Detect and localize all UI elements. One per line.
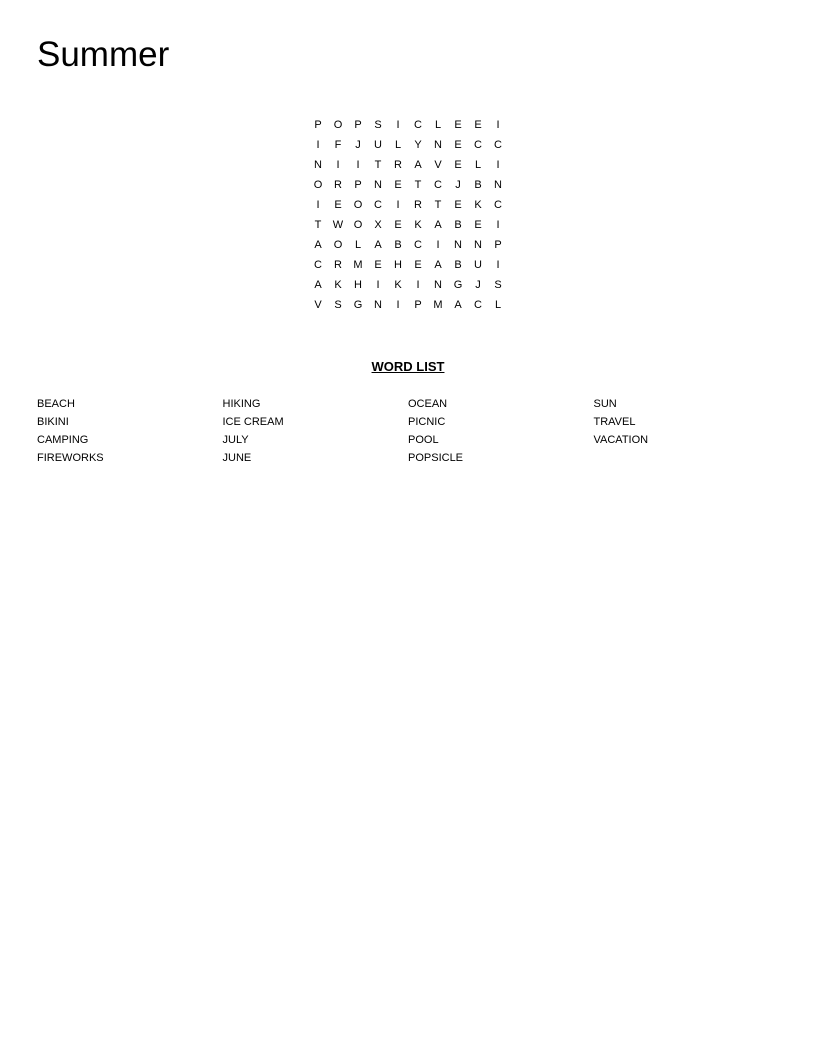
grid-cell: F xyxy=(334,139,342,151)
grid-cell: S xyxy=(334,299,342,311)
grid-cell: I xyxy=(496,259,500,271)
word-list-item: VACATION xyxy=(593,434,649,446)
word-list-item: CAMPING xyxy=(37,434,89,446)
grid-cell: E xyxy=(394,219,402,231)
grid-cell: I xyxy=(416,279,420,291)
grid-cell: Y xyxy=(414,139,422,151)
grid-cell: I xyxy=(356,159,360,171)
word-list-column xyxy=(594,395,780,467)
grid-cell: L xyxy=(394,139,402,151)
word-list-item: BEACH xyxy=(37,398,75,410)
word-list-item: TRAVEL xyxy=(593,416,636,428)
grid-cell: N xyxy=(374,179,382,191)
grid-cell: S xyxy=(374,119,382,131)
word-list xyxy=(37,395,779,467)
word-list-item: BIKINI xyxy=(37,416,69,428)
grid-cell: L xyxy=(434,119,442,131)
grid-cell: I xyxy=(436,239,440,251)
grid-cell: R xyxy=(334,259,342,271)
grid-cell: E xyxy=(334,199,342,211)
grid-cell: E xyxy=(454,119,462,131)
grid-cell: G xyxy=(453,279,463,291)
grid-cell: R xyxy=(414,199,422,211)
grid-cell: H xyxy=(354,279,362,291)
grid-cell: E xyxy=(374,259,382,271)
grid-cell: E xyxy=(414,259,422,271)
grid-cell: J xyxy=(475,279,481,291)
grid-cell: W xyxy=(332,219,344,231)
grid-cell: B xyxy=(454,219,462,231)
grid-cell: B xyxy=(454,259,462,271)
word-list-item: ICE CREAM xyxy=(222,416,284,428)
word-list-item: POPSICLE xyxy=(408,452,464,464)
grid-cell: M xyxy=(433,299,443,311)
grid-cell: A xyxy=(414,159,422,171)
grid-cell: U xyxy=(374,139,382,151)
grid-cell: M xyxy=(353,259,363,271)
grid-cell: I xyxy=(316,139,320,151)
grid-cell: O xyxy=(313,179,323,191)
word-list-item: OCEAN xyxy=(408,398,448,410)
grid-cell: V xyxy=(314,299,322,311)
grid-cell: T xyxy=(374,159,382,171)
grid-cell: I xyxy=(396,199,400,211)
grid-cell: V xyxy=(434,159,442,171)
grid-cell: P xyxy=(494,239,502,251)
grid-cell: K xyxy=(414,219,422,231)
grid-cell: A xyxy=(314,279,322,291)
grid-cell: K xyxy=(394,279,402,291)
grid-cell: C xyxy=(474,299,482,311)
grid-cell: J xyxy=(355,139,361,151)
grid-cell: B xyxy=(394,239,402,251)
word-list-column xyxy=(408,395,594,467)
grid-cell: C xyxy=(494,139,502,151)
grid-cell: P xyxy=(354,119,362,131)
grid-cell: J xyxy=(455,179,461,191)
grid-cell: U xyxy=(474,259,482,271)
grid-cell: S xyxy=(494,279,502,291)
grid-cell: P xyxy=(314,119,322,131)
grid-cell: O xyxy=(333,239,343,251)
word-list-column xyxy=(223,395,409,467)
word-list-item: SUN xyxy=(593,398,617,410)
grid-cell: P xyxy=(354,179,362,191)
grid-cell: E xyxy=(394,179,402,191)
grid-cell: O xyxy=(353,199,363,211)
grid-cell: I xyxy=(496,219,500,231)
grid-cell: K xyxy=(474,199,482,211)
grid-cell: N xyxy=(474,239,482,251)
grid-cell: K xyxy=(334,279,342,291)
grid-cell: A xyxy=(434,219,442,231)
grid-cell: N xyxy=(454,239,462,251)
word-list-item: JULY xyxy=(222,434,249,446)
grid-cell: E xyxy=(474,219,482,231)
grid-cell: A xyxy=(454,299,462,311)
grid-cell: X xyxy=(374,219,382,231)
grid-cell: C xyxy=(414,119,422,131)
grid-cell: I xyxy=(376,279,380,291)
grid-cell: C xyxy=(434,179,442,191)
grid-cell: E xyxy=(454,159,462,171)
grid-cell: O xyxy=(353,219,363,231)
grid-cell: I xyxy=(496,119,500,131)
grid-cell: T xyxy=(314,219,322,231)
word-list-heading: WORD LIST xyxy=(371,359,445,374)
word-list-item: HIKING xyxy=(222,398,261,410)
grid-cell: L xyxy=(474,159,482,171)
grid-cell: C xyxy=(414,239,422,251)
grid-cell: N xyxy=(314,159,322,171)
grid-cell: I xyxy=(396,119,400,131)
page-title: Summer xyxy=(37,35,170,74)
grid-cell: C xyxy=(494,199,502,211)
word-list-item: POOL xyxy=(408,434,439,446)
word-list-item: PICNIC xyxy=(408,416,446,428)
grid-cell: I xyxy=(396,299,400,311)
grid-cell: N xyxy=(434,139,442,151)
grid-cell: B xyxy=(474,179,482,191)
grid-cell: T xyxy=(414,179,422,191)
grid-cell: E xyxy=(454,139,462,151)
grid-cell: N xyxy=(374,299,382,311)
grid-cell: R xyxy=(394,159,402,171)
grid-cell: T xyxy=(434,199,442,211)
word-list-item: FIREWORKS xyxy=(37,452,104,464)
grid-cell: N xyxy=(434,279,442,291)
grid-cell: N xyxy=(494,179,502,191)
word-list-item: JUNE xyxy=(222,452,252,464)
grid-cell: C xyxy=(374,199,382,211)
grid-cell: I xyxy=(316,199,320,211)
grid-cell: C xyxy=(314,259,322,271)
word-list-column xyxy=(37,395,223,467)
grid-cell: E xyxy=(474,119,482,131)
grid-cell: A xyxy=(434,259,442,271)
grid-cell: E xyxy=(454,199,462,211)
grid-cell: C xyxy=(474,139,482,151)
grid-cell: A xyxy=(374,239,382,251)
grid-cell: A xyxy=(314,239,322,251)
grid-cell: I xyxy=(336,159,340,171)
grid-cell: P xyxy=(414,299,422,311)
grid-cell: I xyxy=(496,159,500,171)
grid-cell: G xyxy=(353,299,363,311)
grid-cell: L xyxy=(494,299,502,311)
grid-cell: L xyxy=(354,239,362,251)
grid-cell: H xyxy=(394,259,402,271)
grid-cell: O xyxy=(333,119,343,131)
grid-cell: R xyxy=(334,179,342,191)
word-search-grid xyxy=(308,115,508,315)
